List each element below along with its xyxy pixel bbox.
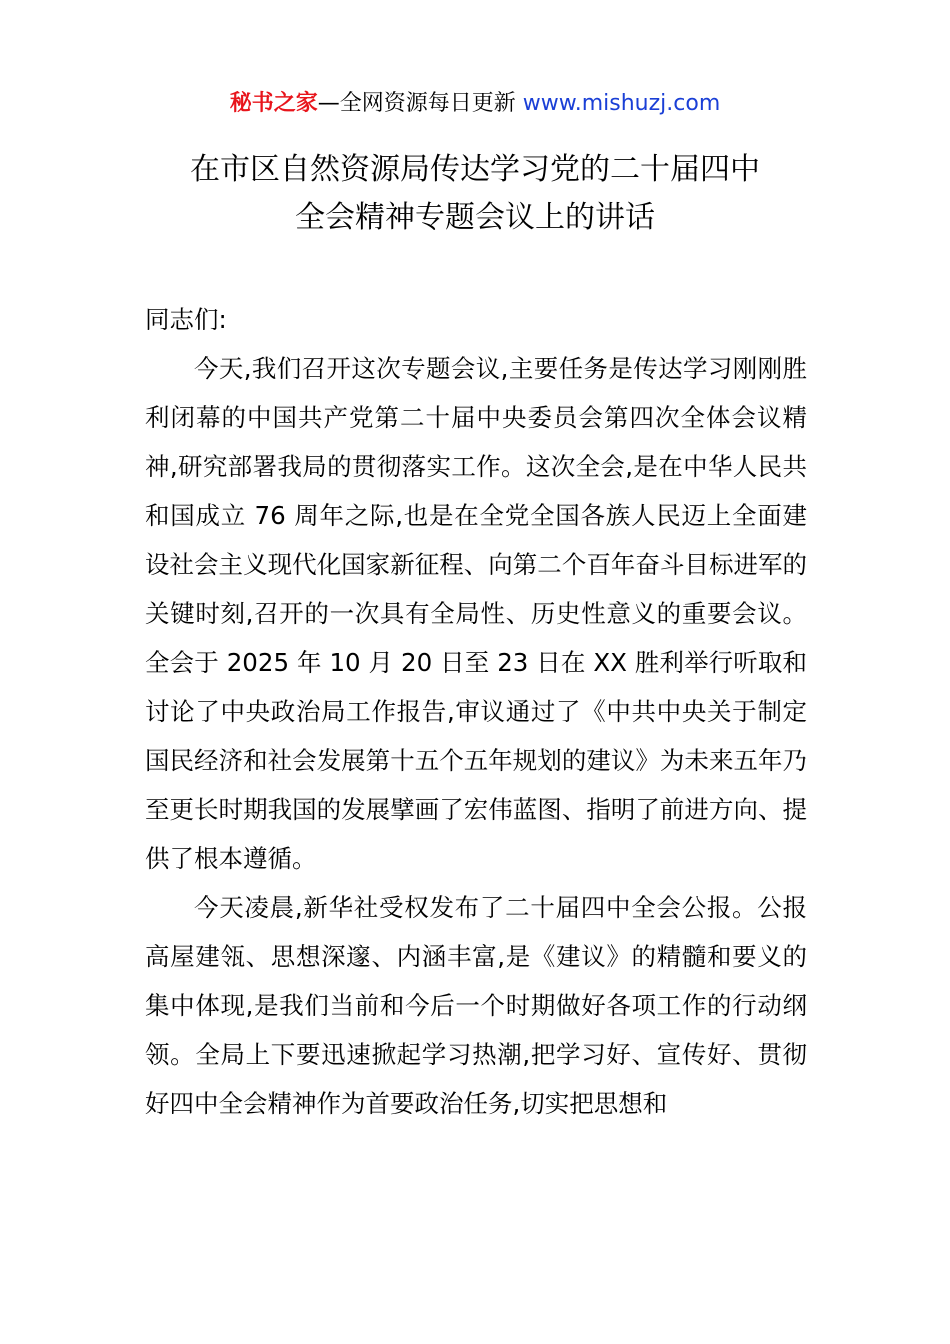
paragraph-1: 今天,我们召开这次专题会议,主要任务是传达学习刚刚胜利闭幕的中国共产党第二十届中央委员会第四次全体会议精神,研究部署我局的贯彻落实工作。这次全会,是在中华人民共和国成立 76 周年之际,也是在全党全国各族人民迈上全面建设社会主义现代化国家新征程、向第二个百年奋斗目标进军的关键时刻,召开的一次具有全局性、历史性意义的重要会议。全会于 2025 年 10 月 20 日至 23 日在 XX 胜利举行听取和讨论了中央政治局工作报告,审议通过了《中共中央关于制定国民经济和社会发展第十五个五年规划的建议》为未来五年乃至更长时期我国的发展擘画了宏伟蓝图、指明了前进方向、提供了根本遵循。 (145, 354, 807, 873)
document-body (145, 295, 807, 1128)
document-title (0, 146, 950, 242)
site-header (0, 88, 950, 120)
paragraph-2: 今天凌晨,新华社受权发布了二十届四中全会公报。公报高屋建瓴、思想深邃、内涵丰富,是《建议》的精髓和要义的集中体现,是我们当前和今后一个时期做好各项工作的行动纲领。全局上下要迅速掀起学习热潮,把学习好、宣传好、贯彻好四中全会精神作为首要政治任务,切实把思想和 (145, 893, 807, 1118)
brand-name: 秘书之家 (229, 91, 318, 116)
site-url-link[interactable]: www.mishuzj.com (522, 91, 721, 116)
title-line-2: 全会精神专题会议上的讲话 (295, 200, 655, 235)
header-slogan: —全网资源每日更新 (317, 91, 523, 116)
greeting: 同志们: (145, 305, 227, 334)
title-line-1: 在市区自然资源局传达学习党的二十届四中 (190, 152, 760, 187)
